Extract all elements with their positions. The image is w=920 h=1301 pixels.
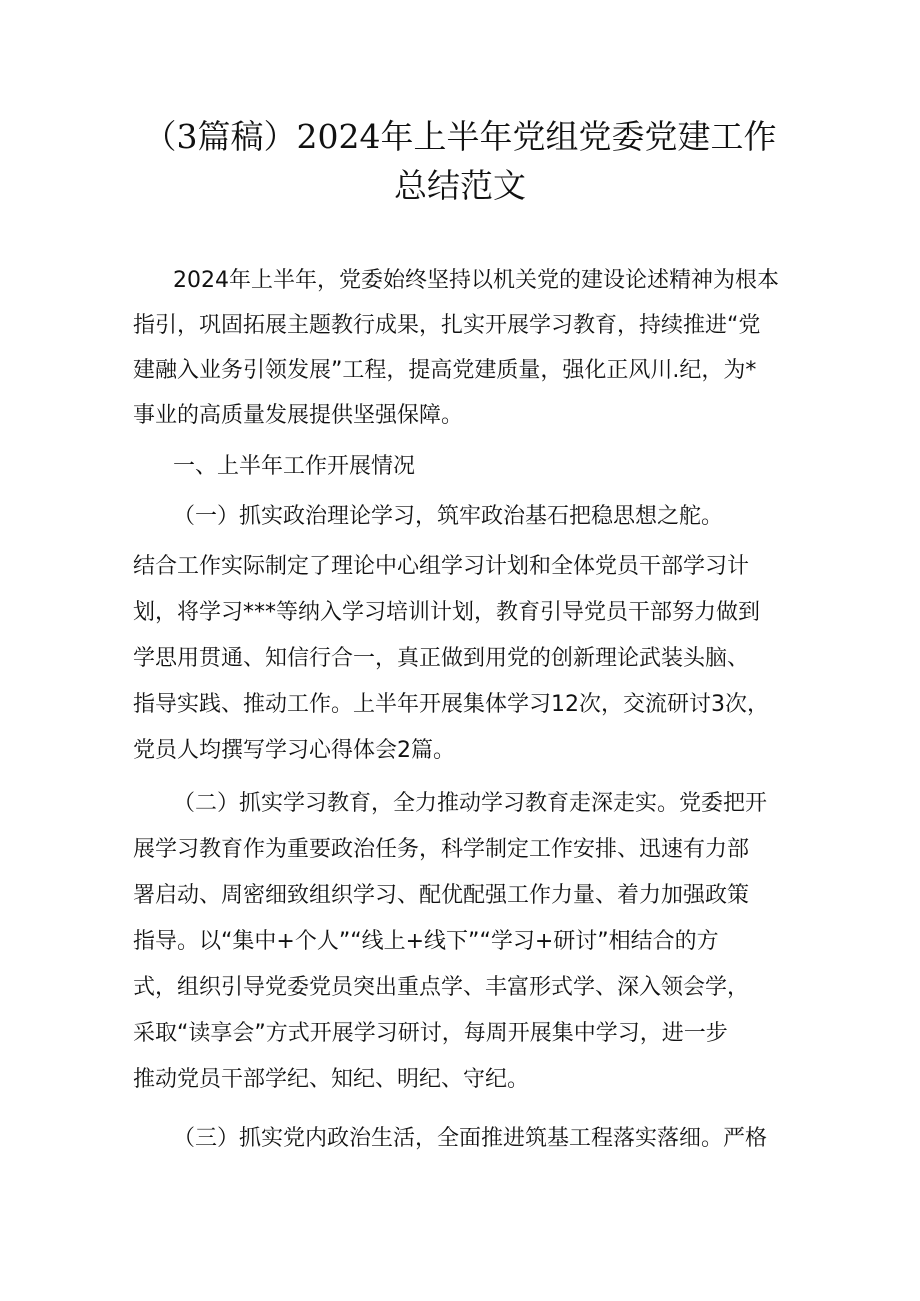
paragraph-line: 建融入业务引领发展”工程，提高党建质量，强化正风川.纪，为* (133, 358, 757, 383)
paragraph-line: 党员人均撰写学习心得体会2篇。 (133, 738, 455, 763)
paragraph-line: 指导。以“集中+个人”“线上+线下”“学习+研讨”相结合的方 (133, 929, 719, 954)
paragraph-line: 指导实践、推动工作。上半年开展集体学习12次，交流研讨3次， (133, 692, 769, 717)
document-title-line-1: （3篇稿）2024年上半年党组党委党建工作 (143, 117, 777, 156)
paragraph-line: 推动党员干部学纪、知纪、明纪、守纪。 (133, 1067, 530, 1092)
paragraph-line: 学思用贯通、知信行合一，真正做到用党的创新理论武装头脑、 (133, 646, 750, 671)
paragraph-line: 式，组织引导党委党员突出重点学、丰富形式学、深入领会学， (133, 975, 750, 1000)
paragraph-line: 采取“读享会”方式开展学习研讨，每周开展集中学习，进一步 (133, 1021, 728, 1046)
paragraph-line: 结合工作实际制定了理论中心组学习计划和全体党员干部学习计 (133, 554, 750, 579)
paragraph-line: 指引，巩固拓展主题教行成果，扎实开展学习教育，持续推进“党 (133, 313, 761, 338)
section-heading: 一、上半年工作开展情况 (173, 454, 416, 479)
paragraph-line: 署启动、周密细致组织学习、配优配强工作力量、着力加强政策 (133, 883, 750, 908)
subsection-heading: （二）抓实学习教育，全力推动学习教育走深走实。党委把开 (173, 791, 768, 816)
document-title-line-2: 总结范文 (394, 166, 526, 205)
paragraph-line: 展学习教育作为重要政治任务，科学制定工作安排、迅速有力部 (133, 837, 750, 862)
paragraph-line: 划，将学习***等纳入学习培训计划，教育引导党员干部努力做到 (133, 600, 761, 625)
paragraph-line: 事业的高质量发展提供坚强保障。 (133, 403, 464, 428)
paragraph-line: 2024年上半年，党委始终坚持以机关党的建设论述精神为根本 (173, 268, 779, 293)
subsection-heading: （一）抓实政治理论学习，筑牢政治基石把稳思想之舵。 (173, 504, 724, 529)
subsection-heading: （三）抓实党内政治生活，全面推进筑基工程落实落细。严格 (173, 1126, 768, 1151)
